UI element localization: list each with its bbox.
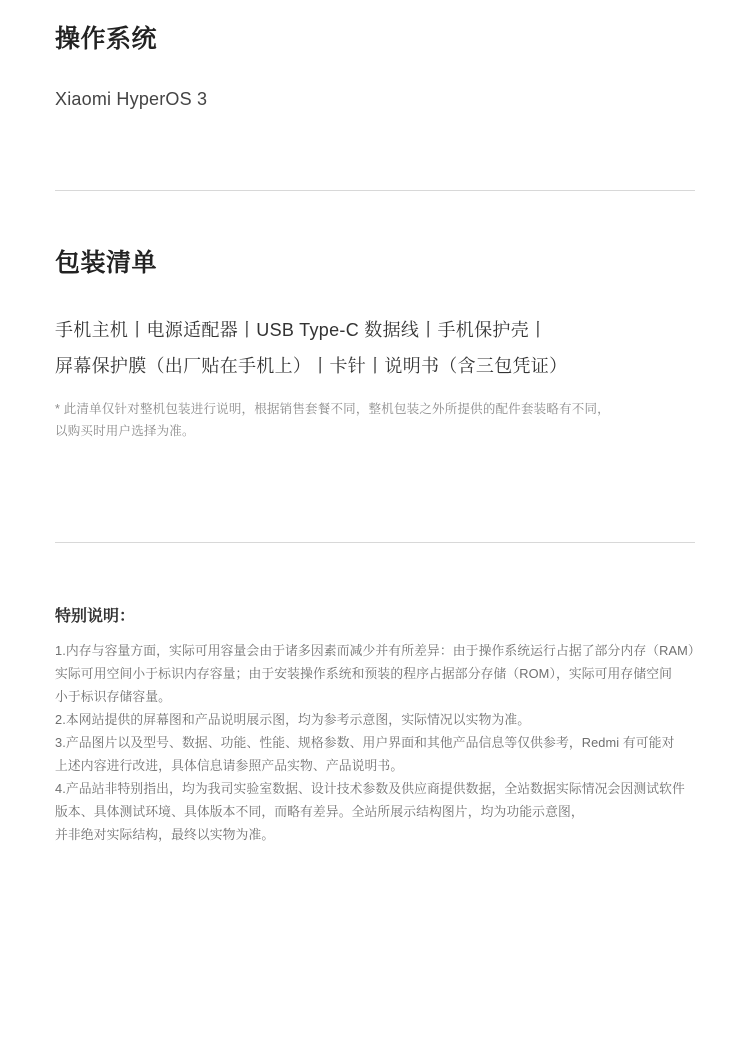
- packing-list-note-line: 以购买时用户选择为准。: [55, 424, 195, 438]
- special-note-line: 4.产品站非特别指出，均为我司实验室数据、设计技术参数及供应商提供数据，全站数据实际情况会因测试软件: [55, 781, 685, 796]
- packing-list-note: [55, 398, 695, 442]
- special-note-line: 小于标识存储容量。: [55, 689, 172, 704]
- special-note-line: 上述内容进行改进，具体信息请参照产品实物、产品说明书。: [55, 758, 404, 773]
- special-notes-title: 特别说明：: [55, 608, 136, 625]
- packing-list-note-line: * 此清单仅针对整机包装进行说明，根据销售套餐不同，整机包装之外所提供的配件套装略有不同，: [55, 402, 610, 416]
- packing-list-content: [55, 312, 695, 384]
- special-note-line: 1.内存与容量方面，实际可用容量会由于诸多因素而减少并有所差异：由于操作系统运行占据了部分内存（RAM）: [55, 643, 701, 658]
- special-note-line: 2.本网站提供的屏幕图和产品说明展示图，均为参考示意图，实际情况以实物为准。: [55, 712, 531, 727]
- operating-system-section: [55, 0, 695, 112]
- special-note-line: 3.产品图片以及型号、数据、功能、性能、规格参数、用户界面和其他产品信息等仅供参考，Redmi 有可能对: [55, 735, 675, 750]
- special-note-line: 版本、具体测试环境、具体版本不同，而略有差异。全站所展示结构图片，均为功能示意图，: [55, 804, 584, 819]
- special-notes-section: [55, 543, 701, 846]
- special-notes-body: [55, 639, 701, 846]
- operating-system-value: Xiaomi HyperOS 3: [55, 89, 208, 109]
- packing-list-title: 包装清单: [55, 249, 158, 277]
- special-note-line: 实际可用空间小于标识内存容量；由于安装操作系统和预装的程序占据部分存储（ROM），实际可用存储空间: [55, 666, 673, 681]
- operating-system-title: 操作系统: [55, 25, 158, 53]
- packing-list-section: [55, 191, 695, 442]
- special-note-line: 并非绝对实际结构，最终以实物为准。: [55, 827, 275, 842]
- packing-list-line: 手机主机丨电源适配器丨USB Type-C 数据线丨手机保护壳丨: [55, 320, 548, 340]
- packing-list-line: 屏幕保护膜（出厂贴在手机上）丨卡针丨说明书（含三包凭证）: [55, 356, 568, 376]
